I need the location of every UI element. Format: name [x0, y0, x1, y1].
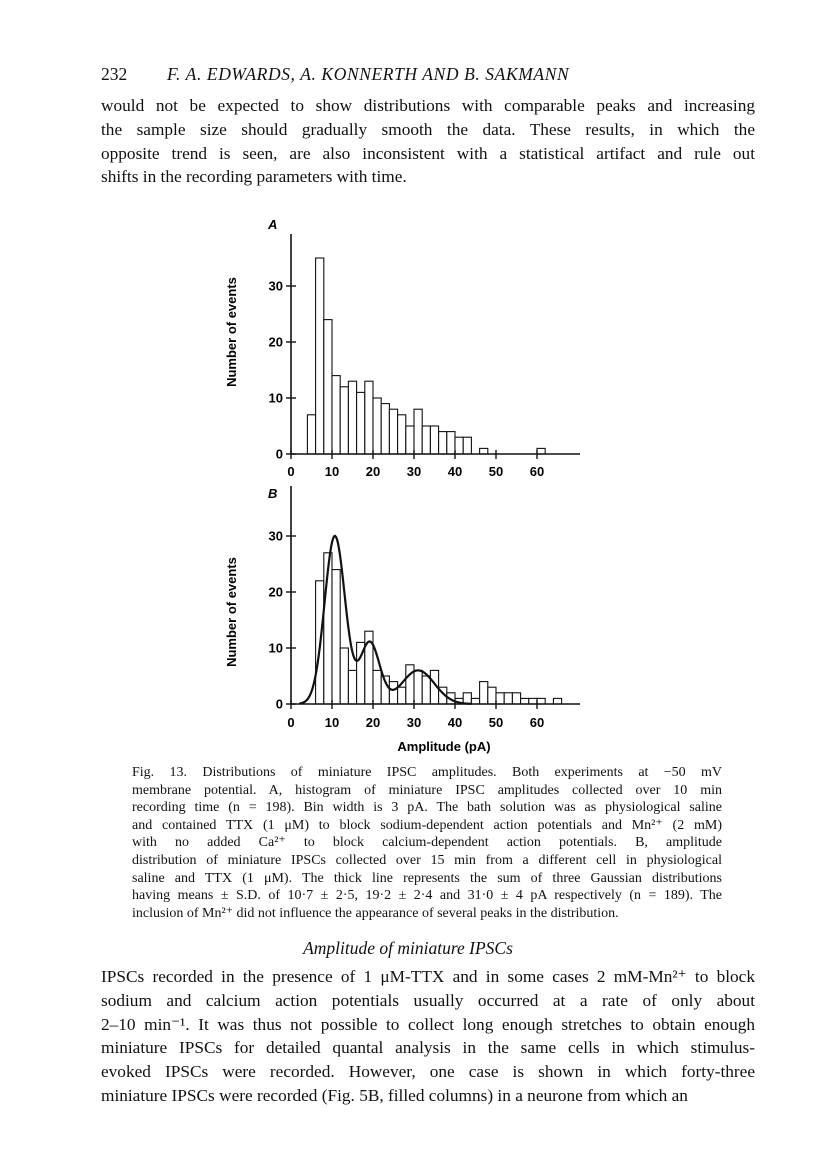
histogram-bar	[389, 682, 397, 704]
x-tick-label: 20	[365, 464, 381, 479]
panel-b	[224, 486, 580, 754]
x-tick-label: 30	[406, 715, 422, 730]
histogram-bar	[512, 693, 520, 704]
paragraph-line: would not be expected to show distributions with comparable peaks and increasing	[101, 96, 755, 115]
histogram-bar	[414, 409, 422, 454]
caption-line: recording time (n = 198). Bin width is 3 pA. The bath solution was as physiological saline	[132, 800, 722, 816]
histogram-bar	[373, 670, 381, 704]
panel-b-x-axis-label: Amplitude (pA)	[397, 739, 491, 754]
panel-b-y-axis-label: Number of events	[224, 557, 239, 667]
paragraph-line: miniature IPSCs were recorded (Fig. 5B, filled columns) in a neurone from which an	[101, 1085, 688, 1105]
figure-caption	[132, 764, 722, 922]
panel-a-label: A	[268, 217, 278, 232]
histogram-bar	[455, 437, 463, 454]
x-tick-label: 0	[287, 715, 295, 730]
paragraph-line: opposite trend is seen, are also inconsistent with a statistical artifact and rule out	[101, 143, 755, 163]
panel-a-y-axis-label: Number of events	[224, 277, 239, 387]
x-tick-label: 60	[529, 715, 545, 730]
histogram-bar	[307, 415, 315, 454]
histogram-bar	[422, 676, 430, 704]
y-tick-label: 20	[268, 584, 283, 600]
histogram-bar	[389, 409, 397, 454]
x-tick-label: 0	[287, 464, 295, 479]
histogram-bar	[406, 665, 414, 704]
x-tick-label: 10	[324, 715, 340, 730]
histogram-bar	[471, 698, 479, 704]
histogram-bar	[439, 432, 447, 454]
y-tick-label: 0	[275, 696, 283, 712]
caption-line: saline and TTX (1 μM). The thick line represents the sum of three Gaussian distributions	[132, 870, 722, 886]
histogram-bar	[365, 381, 373, 454]
histogram-bar	[348, 670, 356, 704]
caption-line: inclusion of Mn²⁺ did not influence the appearance of several peaks in the distribution.	[132, 905, 619, 921]
x-tick-label: 20	[365, 715, 381, 730]
x-tick-label: 30	[406, 464, 422, 479]
caption-line: distribution of miniature IPSCs collected over 15 min from a different cell in physiological	[132, 852, 722, 868]
caption-line: membrane potential. A, histogram of miniature IPSC amplitudes collected over 10 min	[132, 782, 722, 798]
histogram-bar	[447, 432, 455, 454]
histogram-bar	[422, 426, 430, 454]
histogram-bar	[398, 415, 406, 454]
histogram-bar	[463, 437, 471, 454]
paragraph-line: 2–10 min⁻¹. It was thus not possible to collect long enough stretches to obtain enough	[101, 1014, 755, 1034]
histogram-bar	[521, 698, 529, 704]
caption-line: and contained TTX (1 μM) to block sodium-dependent action potentials and Mn²⁺ (2 mM)	[132, 817, 722, 833]
histogram-bar	[340, 387, 348, 454]
histogram-bar	[529, 698, 537, 704]
histogram-bar	[332, 570, 340, 704]
paragraph-line: evoked IPSCs were recorded. However, one case is shown in which forty-three	[101, 1062, 755, 1082]
bottom-paragraph	[101, 965, 755, 1108]
histogram-bar	[480, 682, 488, 704]
histogram-bar	[488, 687, 496, 704]
page-number: 232	[101, 64, 128, 84]
y-tick-label: 30	[268, 278, 283, 294]
histogram-bar	[537, 698, 545, 704]
x-tick-label: 50	[488, 715, 504, 730]
histogram-bar	[553, 698, 561, 704]
histogram-bar	[340, 648, 348, 704]
histogram-bar	[348, 381, 356, 454]
histogram-bar	[537, 448, 545, 454]
x-tick-label: 40	[447, 464, 463, 479]
histogram-bar	[357, 392, 365, 454]
paragraph-line: sodium and calcium action potentials usually occurred at a rate of only about	[101, 990, 755, 1010]
histogram-bar	[324, 320, 332, 454]
paragraph-line: miniature IPSCs for detailed quantal analysis in the same cells in which stimulus-	[101, 1038, 755, 1058]
x-tick-label: 40	[447, 715, 463, 730]
panel-b-label: B	[268, 486, 278, 501]
caption-line: with no added Ca²⁺ to block calcium-dependent action potentials. B, amplitude	[132, 835, 722, 851]
y-tick-label: 30	[268, 528, 283, 544]
caption-line: having means ± S.D. of 10·7 ± 2·5, 19·2 ± 2·4 and 31·0 ± 4 pA respectively (n = 189). The	[132, 888, 722, 904]
running-head-authors: F. A. EDWARDS, A. KONNERTH AND B. SAKMANN	[167, 64, 570, 84]
x-tick-label: 10	[324, 464, 340, 479]
x-tick-label: 60	[529, 464, 545, 479]
paragraph-line: IPSCs recorded in the presence of 1 μM-TTX and in some cases 2 mM-Mn²⁺ to block	[101, 967, 755, 986]
y-tick-label: 10	[268, 640, 283, 656]
histogram-bar	[332, 376, 340, 454]
panel-b-bars	[316, 553, 562, 704]
histogram-bar	[480, 448, 488, 454]
histogram-bar	[316, 258, 324, 454]
histogram-bar	[496, 693, 504, 704]
paragraph-line: shifts in the recording parameters with time.	[101, 167, 407, 187]
histogram-bar	[406, 426, 414, 454]
histogram-bar	[398, 687, 406, 704]
y-tick-label: 10	[268, 390, 283, 406]
histogram-bar	[504, 693, 512, 704]
histogram-bar	[414, 670, 422, 704]
histogram-bar	[373, 398, 381, 454]
x-tick-label: 50	[488, 464, 504, 479]
y-tick-label: 20	[268, 334, 283, 350]
panel-a-bars	[307, 258, 545, 454]
histogram-bar	[381, 404, 389, 454]
paragraph-line: the sample size should gradually smooth the data. These results, in which the	[101, 119, 755, 139]
section-title: Amplitude of miniature IPSCs	[303, 938, 513, 958]
histogram-bar	[430, 426, 438, 454]
caption-line: Fig. 13. Distributions of miniature IPSC amplitudes. Both experiments at −50 mV	[132, 765, 722, 780]
panel-a	[224, 217, 580, 479]
y-tick-label: 0	[275, 446, 283, 462]
